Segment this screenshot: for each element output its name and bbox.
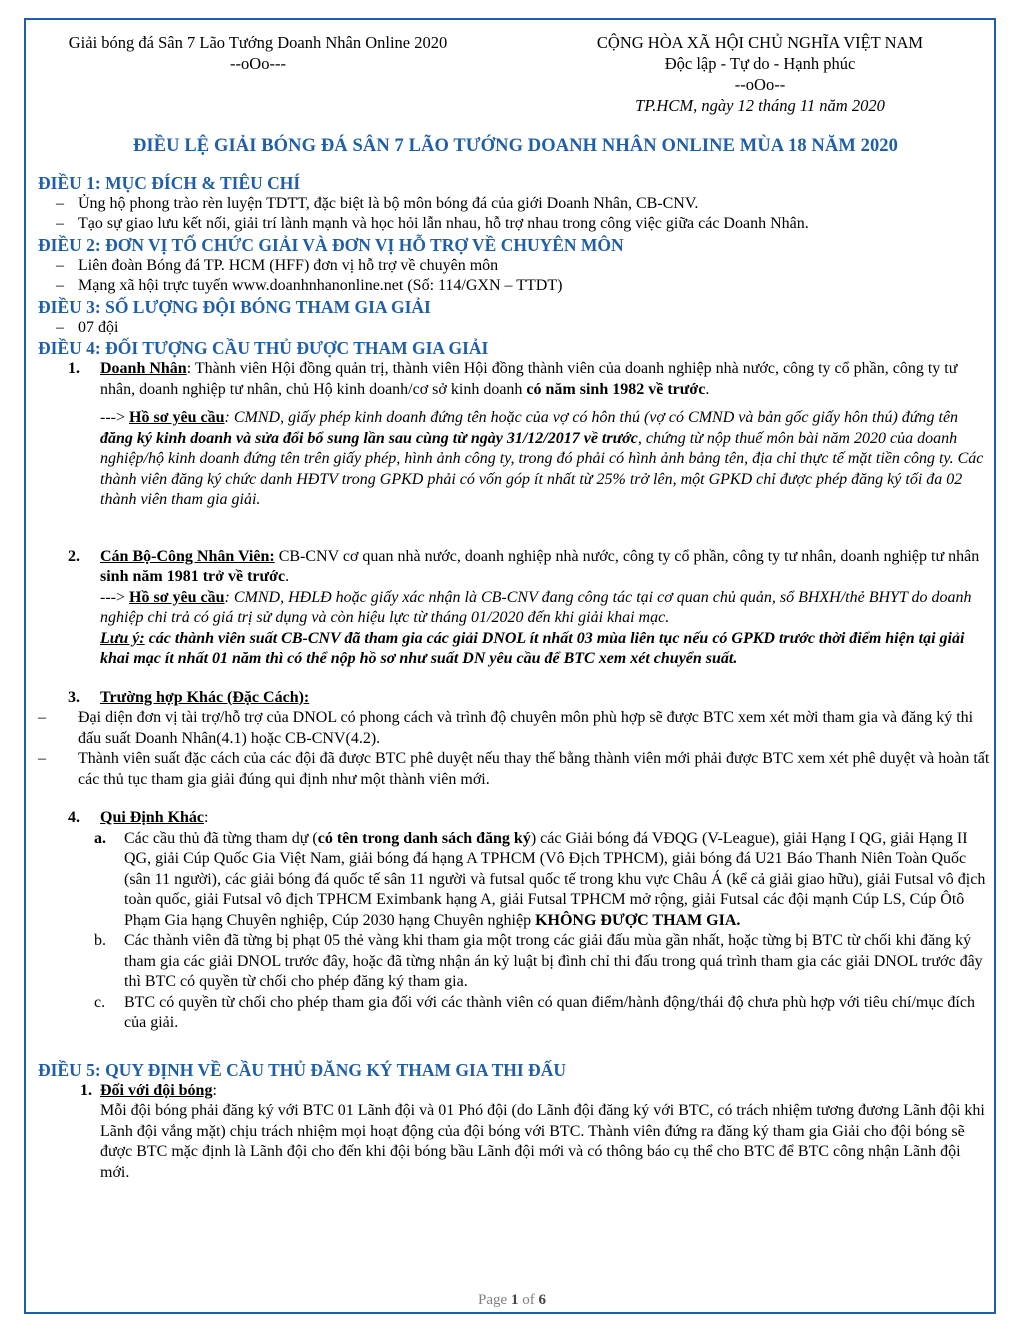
country-name: CỘNG HÒA XÃ HỘI CHỦ NGHĨA VIỆT NAM: [596, 33, 924, 52]
header-left: [38, 32, 478, 74]
footer-mid: of: [518, 1292, 539, 1308]
arrow-marker: --->: [100, 588, 130, 606]
document-title: ĐIỀU LỆ GIẢI BÓNG ĐÁ SÂN 7 LÃO TƯỚNG DOANH NHÂN ONLINE MÙA 18 NĂM 2020: [132, 136, 899, 156]
section-2-item: – Liên đoàn Bóng đá TP. HCM (HFF) đơn vị hỗ trợ về chuyên môn: [38, 256, 993, 277]
requirements-text: : CMND, giấy phép kinh doanh đứng tên hoặc của vợ có hôn thú (vợ có CMND và bản gốc giấy hôn thú) đứng tên: [224, 409, 959, 426]
clause-4-3-item: – Đại diện đơn vị tài trợ/hỗ trợ của DNOL có phong cách và trình độ chuyên môn phù hợp sẽ được BTC xem xét mời tham gia và đăng ký thi đấu suất Doanh Nhân(4.1) hoặc CB-CNV(4.2).: [38, 709, 974, 747]
item-mark: c.: [94, 993, 106, 1011]
clause-label: Doanh Nhân: [100, 360, 187, 377]
requirements-text: : CMND, HĐLĐ hoặc giấy xác nhận là CB-CNV đang công tác tại cơ quan chủ quản, sổ BHXH/thẻ BHYT do doanh nghiệp chi trả có giá trị sử dụng và còn hiệu lực từ tháng 01/2020 đến khi giải khai mạc.: [100, 588, 972, 626]
section-5-heading: ĐIỀU 5: QUY ĐỊNH VỀ CẦU THỦ ĐĂNG KÝ THAM GIA THI ĐẤU: [38, 1059, 566, 1080]
item-bold: có tên trong danh sách đăng ký: [317, 829, 531, 847]
requirements-label: Hồ sơ yêu cầu: [129, 409, 225, 426]
document-header: [38, 30, 993, 116]
clause-colon: :: [204, 809, 209, 826]
document-page: [38, 30, 993, 1183]
clause-4-4-c: [38, 993, 993, 1034]
clause-4-1-requirements: [38, 408, 993, 511]
clause-colon: :: [212, 1081, 217, 1099]
section-3-heading: ĐIỀU 3: SỐ LƯỢNG ĐỘI BÓNG THAM GIA GIẢI: [38, 296, 431, 317]
note-label: Lưu ý:: [100, 629, 145, 647]
section-2-heading: ĐIỀU 2: ĐƠN VỊ TỔ CHỨC GIẢI VÀ ĐƠN VỊ HỖ TRỢ VỀ CHUYÊN MÔN: [38, 234, 624, 255]
item-bold-2: KHÔNG ĐƯỢC THAM GIA.: [535, 911, 741, 929]
clause-4-2: [38, 547, 993, 588]
note-text: các thành viên suất CB-CNV đã tham gia các giải DNOL ít nhất 03 mùa liên tục nếu có GPKD trước thời điểm hiện tại giải khai mạc ít nhất 01 năm thì có thể nộp hồ sơ như suất DN yêu cầu để BTC xem xét chuyển suất.: [100, 629, 965, 667]
clause-4-4: [38, 808, 993, 829]
arrow-marker: --->: [100, 409, 130, 426]
item-text: Đại diện đơn vị tài trợ/hỗ trợ của DNOL có phong cách và trình độ chuyên môn phù hợp sẽ được BTC xem xét mời tham gia và đăng ký thi đấu suất Doanh Nhân(4.1) hoặc CB-CNV(4.2).: [78, 709, 974, 747]
section-1-heading: ĐIỀU 1: MỤC ĐÍCH & TIÊU CHÍ: [38, 172, 301, 193]
document-date: TP.HCM, ngày 12 tháng 11 năm 2020: [635, 96, 885, 115]
clause-number: 2.: [68, 547, 80, 565]
clause-4-1: [38, 359, 993, 400]
clause-number: 1.: [80, 1081, 92, 1099]
clause-bold: có năm sinh 1982 về trước: [526, 380, 706, 398]
item-text-2: ) các Giải bóng đá VĐQG (V-League), giải Hạng I QG, giải Hạng II QG, giải Cúp Quốc Gia Việt Nam, giải bóng đá hạng A TPHCM (Vô Địch TPHCM), giải bóng đá U21 Báo Thanh Niên Toàn Quốc (sân 11 người), các giải bóng đá quốc tế sân 11 người và futsal quốc tế trong khu vực Châu Á (kể cả giải giao hữu), giải Futsal vô địch toàn quốc, giải Futsal vô địch TPHCM Eximbank hạng A, giải Futsal TPHCM mở rộng, giải Futsal các đội mạnh Cúp LS, Cúp Ôtô Phạm Gia hạng Chuyên nghiệp, Cúp 2030 hạng Chuyên nghiệp: [124, 829, 986, 929]
clause-end: .: [705, 380, 710, 398]
section-1-item: – Tạo sự giao lưu kết nối, giải trí lành mạnh và học hỏi lẫn nhau, hỗ trợ nhau trong công việc giữa các Doanh Nhân.: [38, 214, 993, 235]
clause-4-4-b: [38, 931, 993, 993]
total-pages: 6: [538, 1292, 546, 1308]
org-name: Giải bóng đá Sân 7 Lão Tướng Doanh Nhân Online 2020: [68, 33, 448, 52]
clause-5-1: [38, 1081, 993, 1102]
item-text: Các cầu thủ đã từng tham dự (: [124, 829, 318, 847]
item-text: BTC có quyền từ chối cho phép tham gia đối với các thành viên có quan điểm/hành động/thái độ chưa phù hợp với tiêu chí/mục đích của giải.: [124, 993, 975, 1031]
motto: Độc lập - Tự do - Hạnh phúc: [664, 54, 856, 73]
clause-bold: sinh năm 1981 trở về trước: [100, 568, 286, 585]
requirements-label: Hồ sơ yêu cầu: [129, 588, 225, 606]
clause-number: 1.: [68, 360, 80, 377]
clause-label: Cán Bộ-Công Nhân Viên:: [100, 547, 275, 565]
clause-4-4-a: [38, 829, 993, 932]
page-footer: [0, 1290, 1024, 1311]
footer-prefix: Page: [478, 1292, 511, 1308]
org-separator: --oOo---: [230, 54, 286, 73]
section-4-heading: ĐIỀU 4: ĐỐI TƯỢNG CẦU THỦ ĐƯỢC THAM GIA GIẢI: [38, 338, 489, 358]
clause-text: : Thành viên Hội đồng quản trị, thành viên Hội đồng thành viên của doanh nghiệp nhà nước, công ty cổ phần, công ty tư nhân, doanh nghiệp tư nhân, chủ Hộ kinh doanh/cơ sở kinh doanh: [100, 360, 958, 398]
clause-number: 4.: [68, 809, 80, 826]
clause-4-3-item: – Thành viên suất đặc cách của các đội đã được BTC phê duyệt nếu thay thế bằng thành viên mới phải được BTC xem xét phê duyệt và hoàn tất các thủ tục tham gia giải đúng qui định như một thành viên mới.: [38, 750, 990, 788]
clause-number: 3.: [68, 688, 80, 706]
item-mark: a.: [94, 829, 106, 847]
clause-4-2-requirements: [38, 588, 993, 629]
motto-separator: --oOo--: [734, 75, 786, 94]
clause-4-2-note: [38, 629, 993, 670]
requirements-text-2: , chứng từ nộp thuế môn bài năm 2020 của doanh nghiệp/hộ kinh doanh đứng tên trên giấy phép, hình ảnh công ty, trong đó phải có hình ảnh bảng tên, địa chỉ thực tế mặt tiền công ty. Các thành viên đăng ký chức danh HĐTV trong GPKD phải có vốn góp ít nhất từ 25% trở lên, một GPKD chỉ được phép đăng ký tối đa 02 thành viên tham gia giải.: [100, 429, 984, 508]
clause-5-1-text: Mỗi đội bóng phải đăng ký với BTC 01 Lãnh đội và 01 Phó đội (do Lãnh đội đăng ký với BTC, có trách nhiệm tương đương Lãnh đội khi Lãnh đội vắng mặt) chịu trách nhiệm mọi hoạt động của đội bóng với BTC. Thành viên đứng ra đăng ký tham gia Giải cho đội bóng sẽ được BTC mặc định là Lãnh đội cho đến khi đội bóng bầu Lãnh đội mới và có thông báo cụ thể cho BTC để BTC công nhận Lãnh đội mới.: [100, 1102, 985, 1181]
clause-label: Trường hợp Khác (Đặc Cách):: [100, 688, 310, 706]
clause-4-3: [38, 688, 993, 709]
item-text: Thành viên suất đặc cách của các đội đã được BTC phê duyệt nếu thay thế bằng thành viên mới phải được BTC xem xét phê duyệt và hoàn tất các thủ tục tham gia giải đúng qui định như một thành viên mới.: [78, 750, 990, 788]
item-mark: b.: [94, 932, 106, 949]
item-text: Các thành viên đã từng bị phạt 05 thẻ vàng khi tham gia một trong các giải đấu mùa gần nhất, hoặc từng bị BTC từ chối khi đăng ký tham gia các giải DNOL trước đây, hoặc đã từng nhận án kỷ luật bị đình chỉ thi đấu trong quá trình tham gia các giải DNOL trước đây thì BTC có quyền từ chối cho phép đăng ký tham gia.: [124, 932, 983, 990]
clause-text: CB-CNV cơ quan nhà nước, doanh nghiệp nhà nước, công ty cổ phần, công ty tư nhân, doanh nghiệp tư nhân: [274, 547, 980, 565]
requirements-bold: đăng ký kinh doanh và sửa đổi bổ sung lần sau cùng từ ngày 31/12/2017 về trước: [100, 429, 638, 447]
clause-label: Qui Định Khác: [100, 809, 205, 826]
section-2-item: – Mạng xã hội trực tuyến www.doanhnhanonline.net (Số: 114/GXN – TTDT): [38, 276, 993, 297]
clause-label: Đối với đội bóng: [100, 1081, 213, 1099]
current-page: 1: [510, 1292, 519, 1308]
header-right: [550, 32, 970, 116]
section-1-item: – Ủng hộ phong trào rèn luyện TDTT, đặc biệt là bộ môn bóng đá của giới Doanh Nhân, CB-CNV.: [38, 194, 993, 215]
section-3-item: – 07 đội: [38, 318, 993, 339]
clause-end: .: [285, 568, 290, 585]
